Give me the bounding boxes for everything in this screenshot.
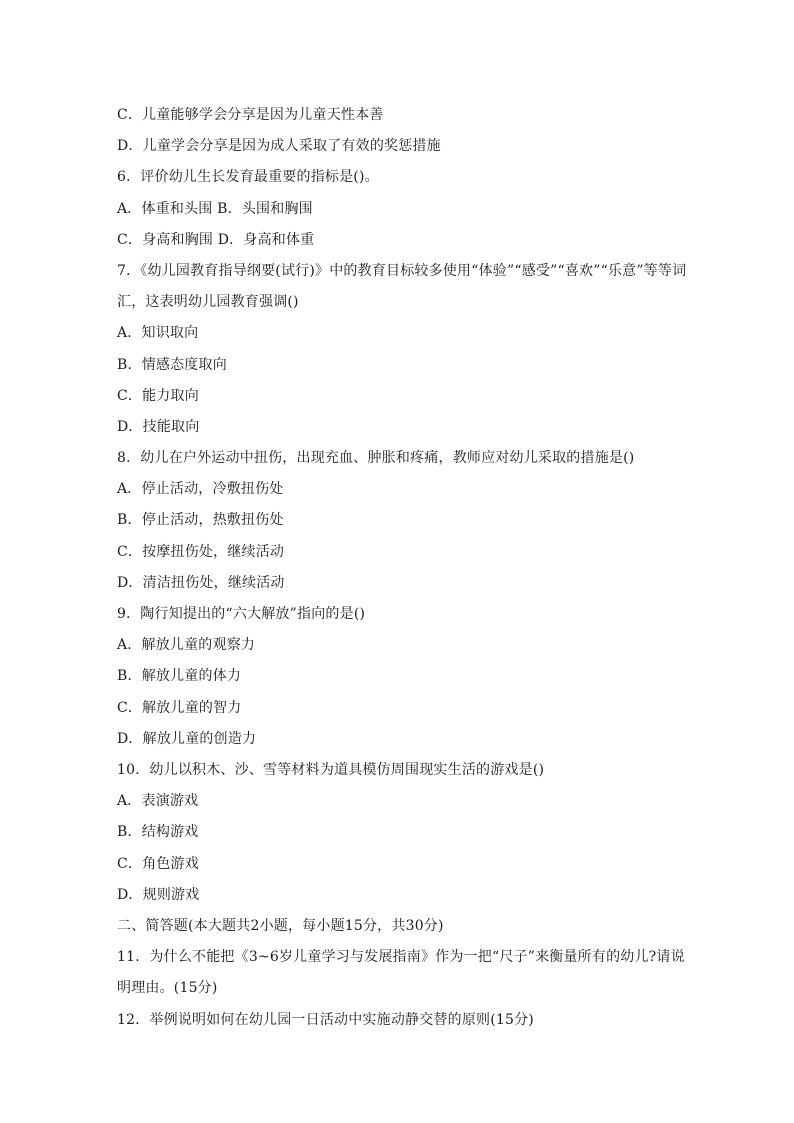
- q6-options-cd: C．身高和胸围 D．身高和体重: [117, 231, 315, 248]
- q12-question: 12．举例说明如何在幼儿园一日活动中实施动静交替的原则(15分): [117, 1011, 534, 1028]
- q8-option-a: A．停止活动，冷敷扭伤处: [117, 481, 284, 498]
- q7-option-b: B．情感态度取向: [117, 356, 227, 373]
- q5-option-d: D．儿童学会分享是因为成人采取了有效的奖惩措施: [117, 138, 441, 155]
- q10-option-b: B．结构游戏: [117, 824, 199, 841]
- q9-question: 9．陶行知提出的“六大解放”指向的是(): [117, 606, 366, 623]
- q8-question: 8．幼儿在户外运动中扭伤，出现充血、肿胀和疼痛，教师应对幼儿采取的措施是(): [117, 450, 635, 467]
- q10-option-a: A．表演游戏: [117, 793, 199, 810]
- q10-option-c: C．角色游戏: [117, 855, 199, 872]
- q5-option-c: C．儿童能够学会分享是因为儿童天性本善: [117, 107, 384, 123]
- q7-option-d: D．技能取向: [117, 418, 200, 435]
- q6-question: 6．评价幼儿生长发育最重要的指标是()。: [117, 169, 379, 186]
- q8-option-b: B．停止活动，热敷扭伤处: [117, 512, 284, 529]
- q10-option-d: D．规则游戏: [117, 886, 200, 903]
- q6-options-ab: A．体重和头围 B．头围和胸围: [117, 200, 313, 217]
- q9-option-a: A．解放儿童的观察力: [117, 637, 256, 654]
- q7-question: 7．《幼儿园教育指导纲要(试行)》中的教育目标较多使用“体验”“感受”“喜欢”“乐意”等等词汇，这表明幼儿园教育强调(): [117, 262, 687, 311]
- q8-option-d: D．清洁扭伤处，继续活动: [117, 574, 285, 591]
- document-content: [117, 100, 687, 1036]
- q7-option-a: A．知识取向: [117, 325, 199, 342]
- q11-question: 11．为什么不能把《3~6岁儿童学习与发展指南》作为一把“尺子”来衡量所有的幼儿?请说明理由。(15分): [117, 949, 685, 997]
- q9-option-c: C．解放儿童的智力: [117, 699, 242, 716]
- q9-option-b: B．解放儿童的体力: [117, 668, 242, 685]
- q8-option-c: C．按摩扭伤处，继续活动: [117, 543, 285, 560]
- q9-option-d: D．解放儿童的创造力: [117, 730, 257, 747]
- section-heading-short-answer: 二、简答题(本大题共2小题，每小题15分，共30分): [117, 917, 444, 934]
- q7-option-c: C．能力取向: [117, 387, 199, 404]
- q10-question: 10．幼儿以积木、沙、雪等材料为道具模仿周围现实生活的游戏是(): [117, 761, 545, 778]
